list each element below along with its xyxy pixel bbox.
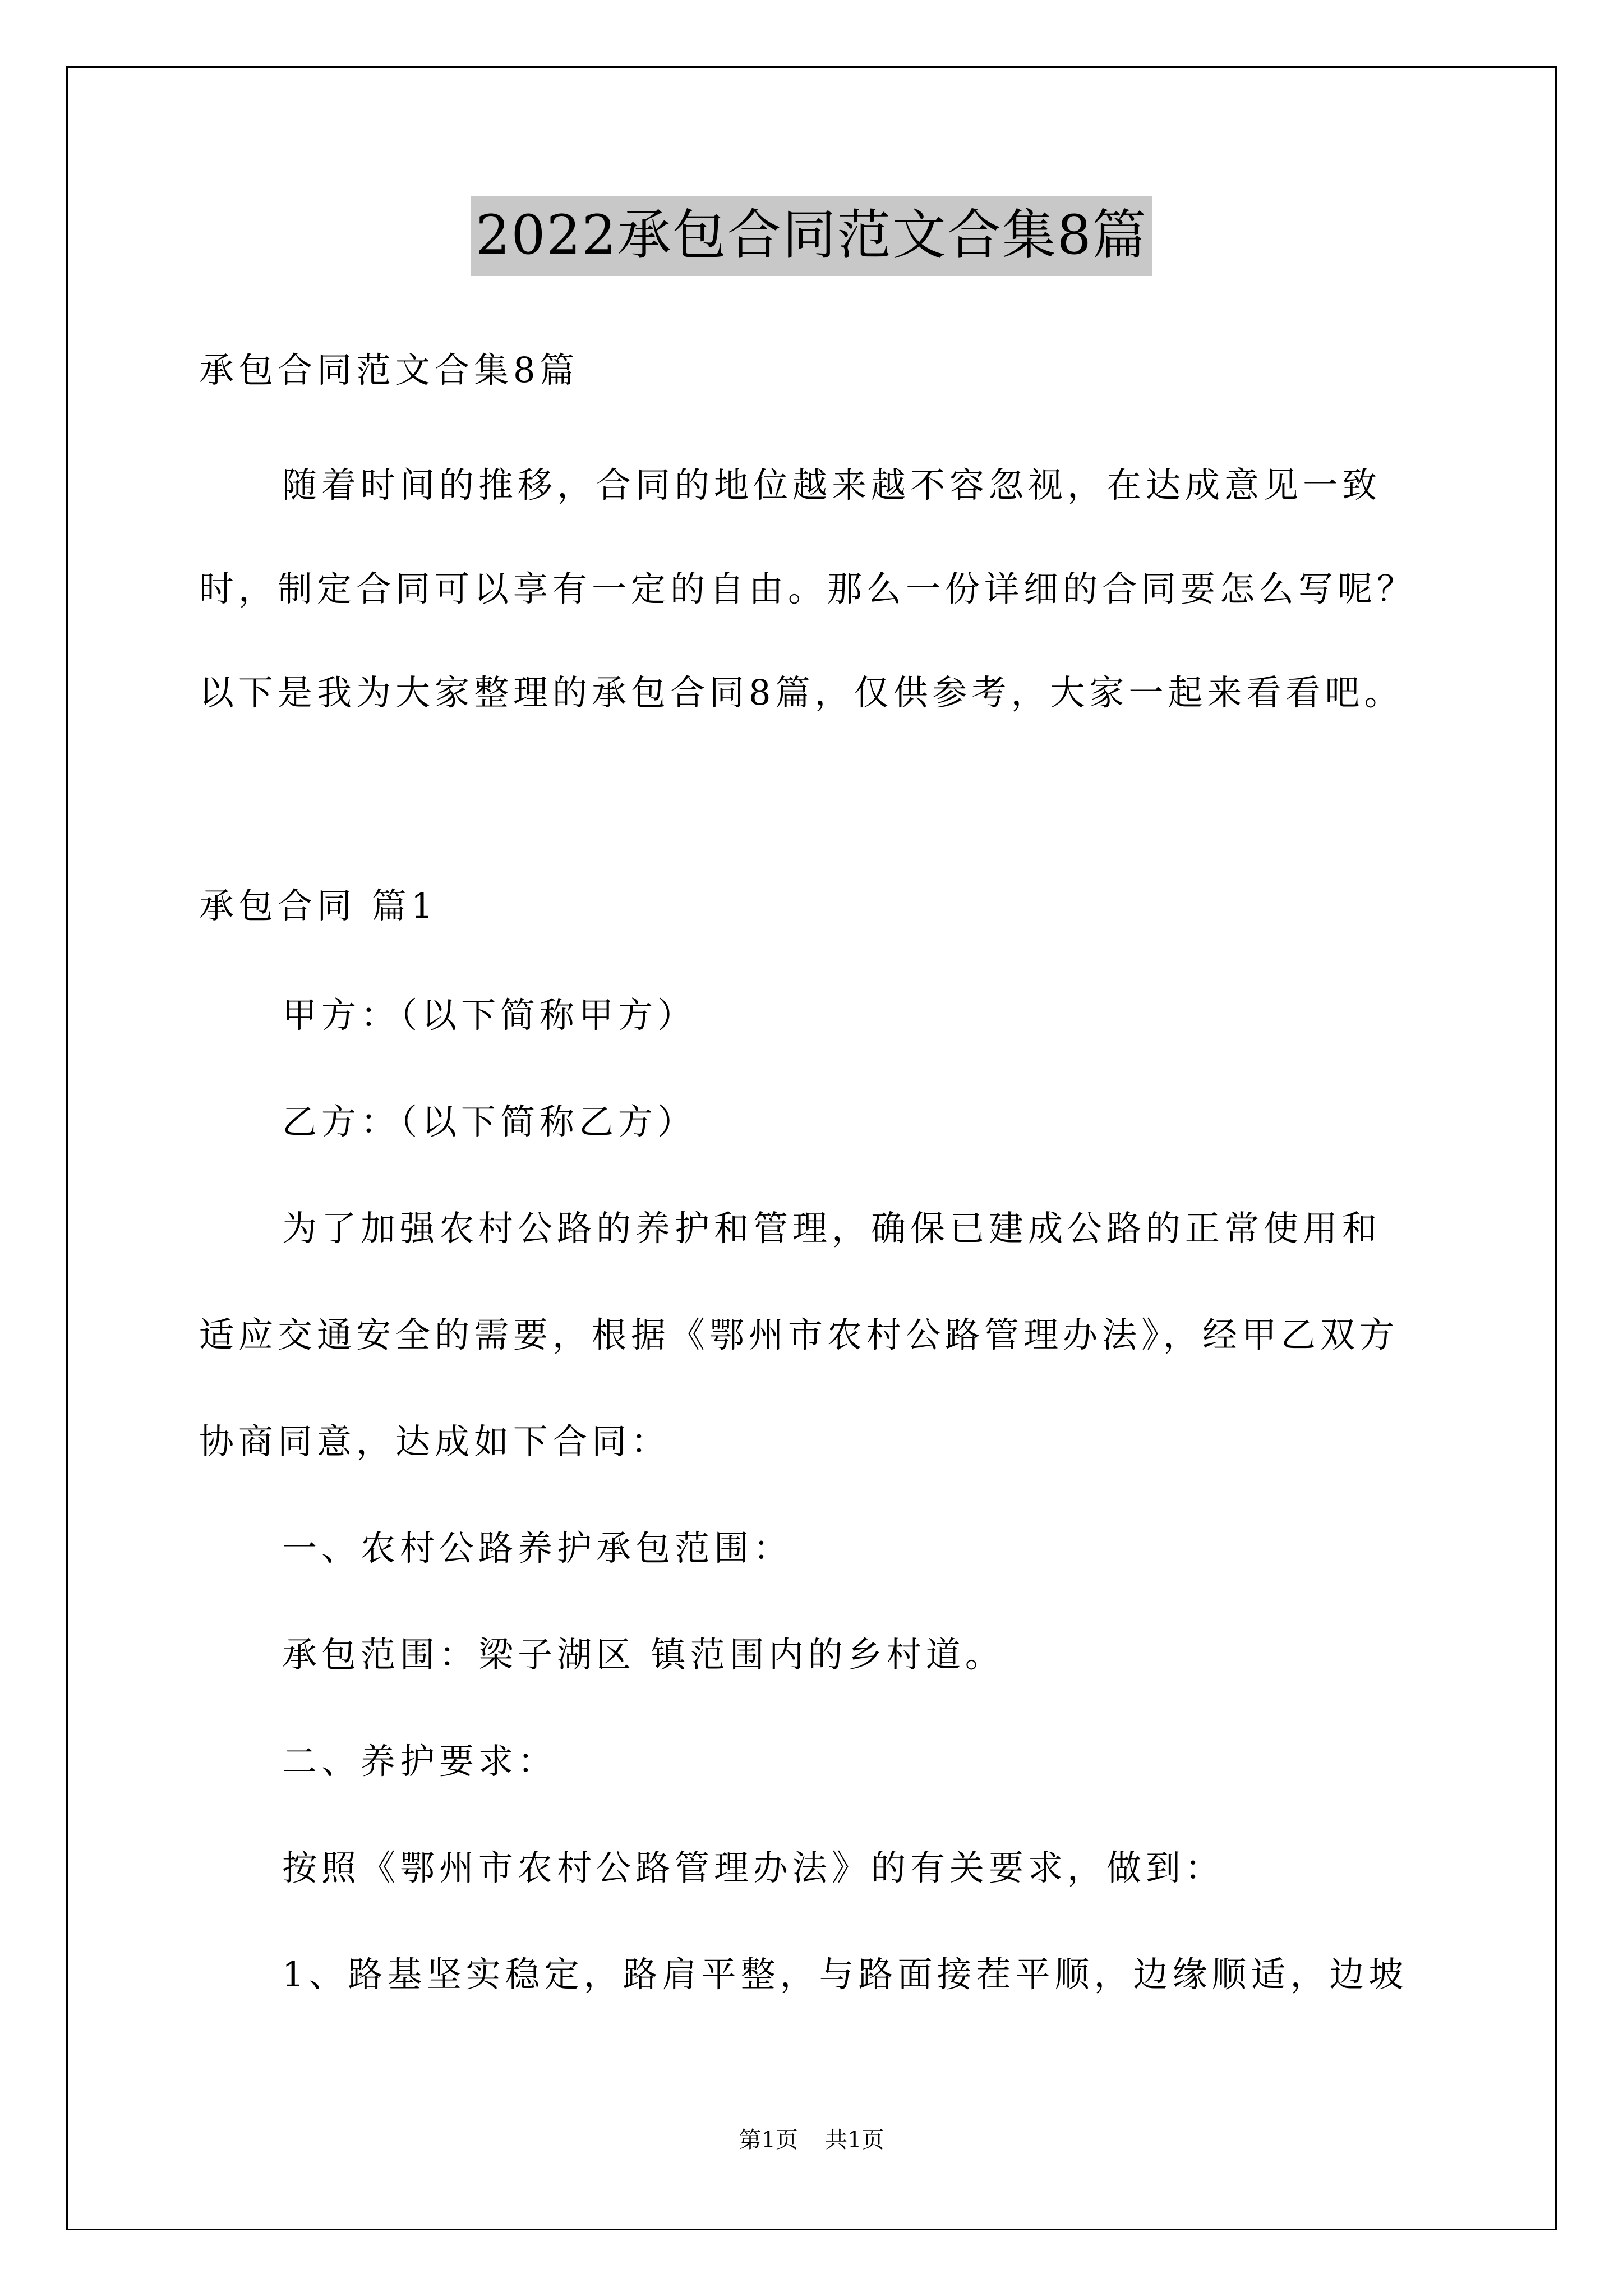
section-heading: 承包合同 篇1 — [199, 885, 438, 926]
paragraph-line: 时，制定合同可以享有一定的自由。那么一份详细的合同要怎么写呢？ — [199, 568, 1417, 609]
party-b-line: 乙方：（以下简称乙方） — [282, 1101, 697, 1142]
paragraph-line: 适应交通安全的需要，根据《鄂州市农村公路管理办法》，经甲乙双方 — [199, 1314, 1399, 1355]
paragraph-line: 1、路基坚实稳定，路肩平整，与路面接茬平顺，边缘顺适，边坡 — [282, 1954, 1408, 1995]
page-footer — [0, 2126, 1623, 2154]
subtitle-line: 承包合同范文合集8篇 — [199, 349, 579, 390]
paragraph-line: 协商同意，达成如下合同： — [199, 1421, 671, 1462]
paragraph-line: 为了加强农村公路的养护和管理，确保已建成公路的正常使用和 — [282, 1208, 1382, 1249]
clause-heading: 一、农村公路养护承包范围： — [282, 1527, 793, 1568]
party-a-line: 甲方：（以下简称甲方） — [282, 995, 697, 1036]
paragraph-line: 以下是我为大家整理的承包合同8篇，仅供参考，大家一起来看看吧。 — [199, 672, 1404, 713]
paragraph-line: 承包范围：梁子湖区 镇范围内的乡村道。 — [282, 1634, 1004, 1675]
clause-heading: 二、养护要求： — [282, 1741, 557, 1782]
title-container — [0, 196, 1623, 276]
paragraph-line: 按照《鄂州市农村公路管理办法》的有关要求，做到： — [282, 1847, 1225, 1888]
paragraph-line: 随着时间的推移，合同的地位越来越不容忽视，在达成意见一致 — [282, 464, 1382, 505]
page-number: 第1页 — [739, 2127, 798, 2153]
document-title: 2022承包合同范文合集8篇 — [471, 196, 1151, 276]
page-total: 共1页 — [825, 2127, 884, 2153]
